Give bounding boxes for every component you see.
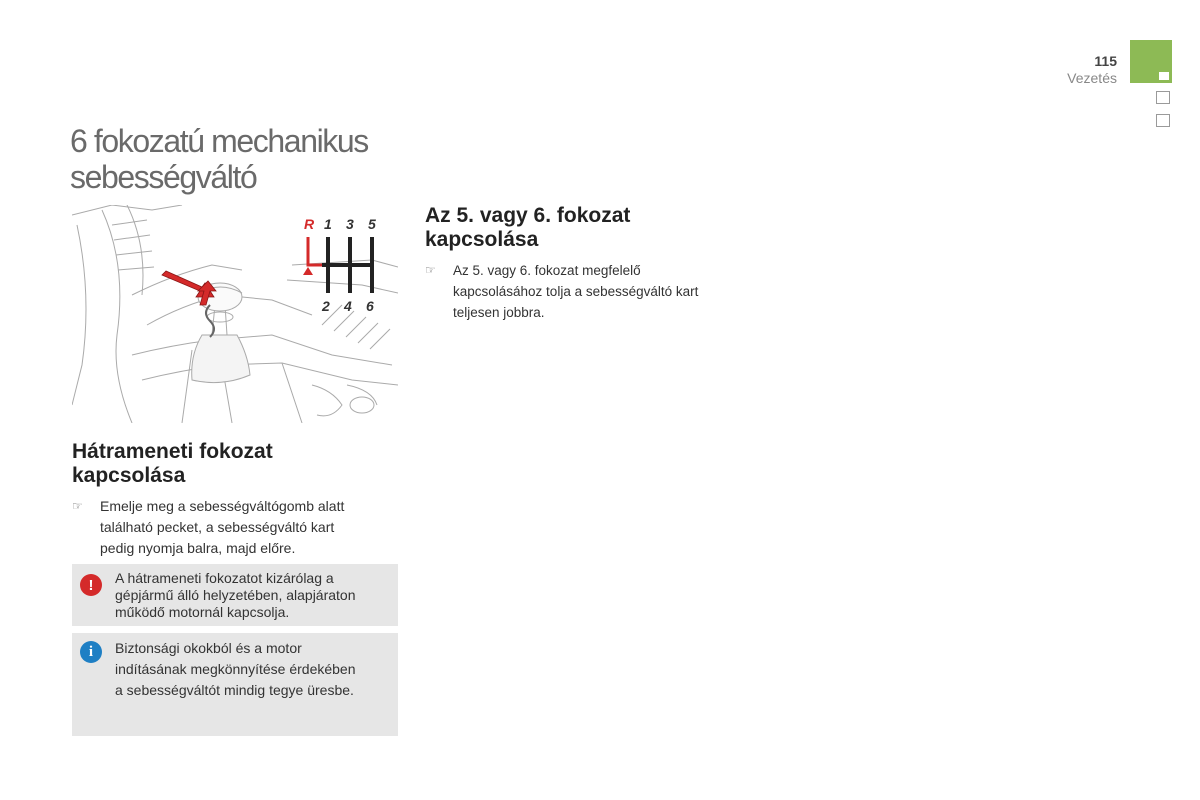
gear-label-6: 6	[366, 298, 374, 314]
reverse-instruction	[72, 496, 392, 559]
bullet-hand-icon: ☞	[72, 499, 83, 513]
gear56-heading-line-2: kapcsolása	[425, 228, 539, 251]
chapter-tab-2[interactable]	[1156, 91, 1170, 104]
reverse-line-1: Emelje meg a sebességváltógomb alatt	[100, 498, 345, 514]
chapter-tab-marker	[1159, 72, 1169, 80]
reverse-line-3: pedig nyomja balra, majd előre.	[100, 540, 296, 556]
title-line-2: sebességváltó	[70, 159, 257, 195]
warning-icon: !	[80, 574, 102, 596]
gear-shift-illustration	[72, 205, 398, 423]
page-number: 115	[1094, 53, 1117, 69]
gear-label-1: 1	[324, 216, 332, 232]
gear56-heading	[425, 204, 630, 252]
gear56-line-3: teljesen jobbra.	[453, 305, 545, 320]
warning-line-3: működő motornál kapcsolja.	[115, 604, 290, 620]
gear56-line-1: Az 5. vagy 6. fokozat megfelelő	[453, 263, 641, 278]
gear56-instruction	[425, 260, 765, 323]
reverse-line-2: található pecket, a sebességváltó kart	[100, 519, 335, 535]
reverse-heading-line-2: kapcsolása	[72, 464, 186, 487]
page-title	[70, 123, 368, 195]
info-line-1: Biztonsági okokból és a motor	[115, 640, 302, 656]
section-name: Vezetés	[1067, 70, 1117, 86]
reverse-heading	[72, 440, 273, 488]
gear-label-3: 3	[346, 216, 354, 232]
chapter-tab-active[interactable]	[1130, 40, 1172, 83]
warning-note	[72, 564, 398, 626]
gear56-heading-line-1: Az 5. vagy 6. fokozat	[425, 204, 631, 227]
title-line-1: 6 fokozatú mechanikus	[70, 123, 368, 159]
info-line-2: indításának megkönnyítése érdekében	[115, 661, 356, 677]
warning-line-2: gépjármű álló helyzetében, alapjáraton	[115, 587, 356, 603]
gear-label-2: 2	[322, 298, 330, 314]
gear-label-5: 5	[368, 216, 376, 232]
warning-line-1: A hátrameneti fokozatot kizárólag a	[115, 570, 334, 586]
info-icon: i	[80, 641, 102, 663]
gear56-line-2: kapcsolásához tolja a sebességváltó kart	[453, 284, 699, 299]
reverse-heading-line-1: Hátrameneti fokozat	[72, 440, 273, 463]
gear-label-4: 4	[344, 298, 352, 314]
info-line-3: a sebességváltót mindig tegye üresbe.	[115, 682, 354, 698]
chapter-tab-3[interactable]	[1156, 114, 1170, 127]
gear-label-r: R	[304, 216, 315, 232]
info-note	[72, 633, 398, 736]
bullet-hand-icon: ☞	[425, 263, 436, 277]
